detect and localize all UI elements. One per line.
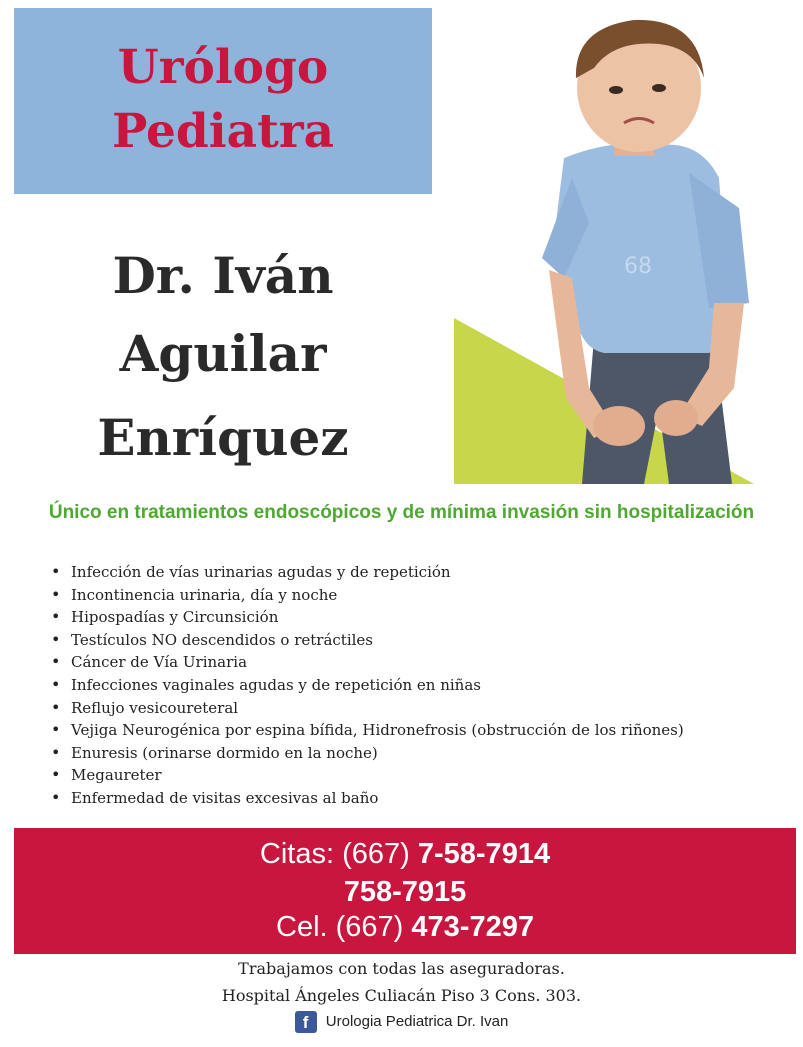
list-item: • Reflujo vesicoureteral — [50, 697, 684, 720]
citas-number[interactable]: 7-58-7914 — [417, 838, 551, 870]
facebook-label: Urologia Pediatrica Dr. Ivan — [325, 1013, 509, 1031]
list-item: • Testículos NO descendidos o retráctiles — [50, 629, 684, 652]
list-item: • Vejiga Neurogénica por espina bífida, Hidronefrosis (obstrucción de los riñones) — [50, 719, 684, 742]
title-line-2: Pediatra — [111, 104, 335, 159]
list-item: • Megaureter — [50, 764, 684, 787]
insurance-note: Trabajamos con todas las aseguradoras. — [238, 959, 565, 978]
second-number-line — [14, 874, 796, 910]
contact-band — [14, 828, 796, 954]
list-item: • Cáncer de Vía Urinaria — [50, 651, 684, 674]
list-item: • Incontinencia urinaria, día y noche — [50, 584, 684, 607]
list-item: • Enuresis (orinarse dormido en la noche) — [50, 742, 684, 765]
cel-label: Cel. (667) — [276, 911, 404, 943]
citas-label: Citas: (667) — [259, 838, 410, 870]
list-item: • Hipospadías y Circunsición — [50, 606, 684, 629]
cel-number[interactable]: 473-7297 — [411, 911, 534, 943]
cel-line — [14, 909, 796, 945]
list-item: • Enfermedad de visitas excesivas al baño — [50, 787, 684, 810]
shirt-number: 68 — [624, 254, 652, 279]
title-line-1: Urólogo — [117, 40, 329, 95]
citas-line — [14, 836, 796, 872]
facebook-link[interactable] — [0, 1010, 803, 1034]
doctor-name-line-1: Dr. Iván — [112, 246, 334, 305]
list-item: • Infecciones vaginales agudas y de repetición en niñas — [50, 674, 684, 697]
doctor-name-line-3: Enríquez — [97, 408, 349, 467]
facebook-icon: f — [295, 1011, 317, 1033]
title-box — [14, 8, 432, 194]
list-item: • Infección de vías urinarias agudas y de repetición — [50, 561, 684, 584]
hospital-address: Hospital Ángeles Culiacán Piso 3 Cons. 303. — [221, 986, 582, 1005]
second-number[interactable]: 758-7915 — [343, 876, 467, 908]
tagline: Único en tratamientos endoscópicos y de mínima invasión sin hospitalización — [48, 502, 755, 523]
boy-photo — [454, 8, 794, 484]
boy-illustration — [454, 8, 794, 484]
conditions-list — [50, 561, 684, 810]
doctor-name-line-2: Aguilar — [119, 324, 327, 383]
